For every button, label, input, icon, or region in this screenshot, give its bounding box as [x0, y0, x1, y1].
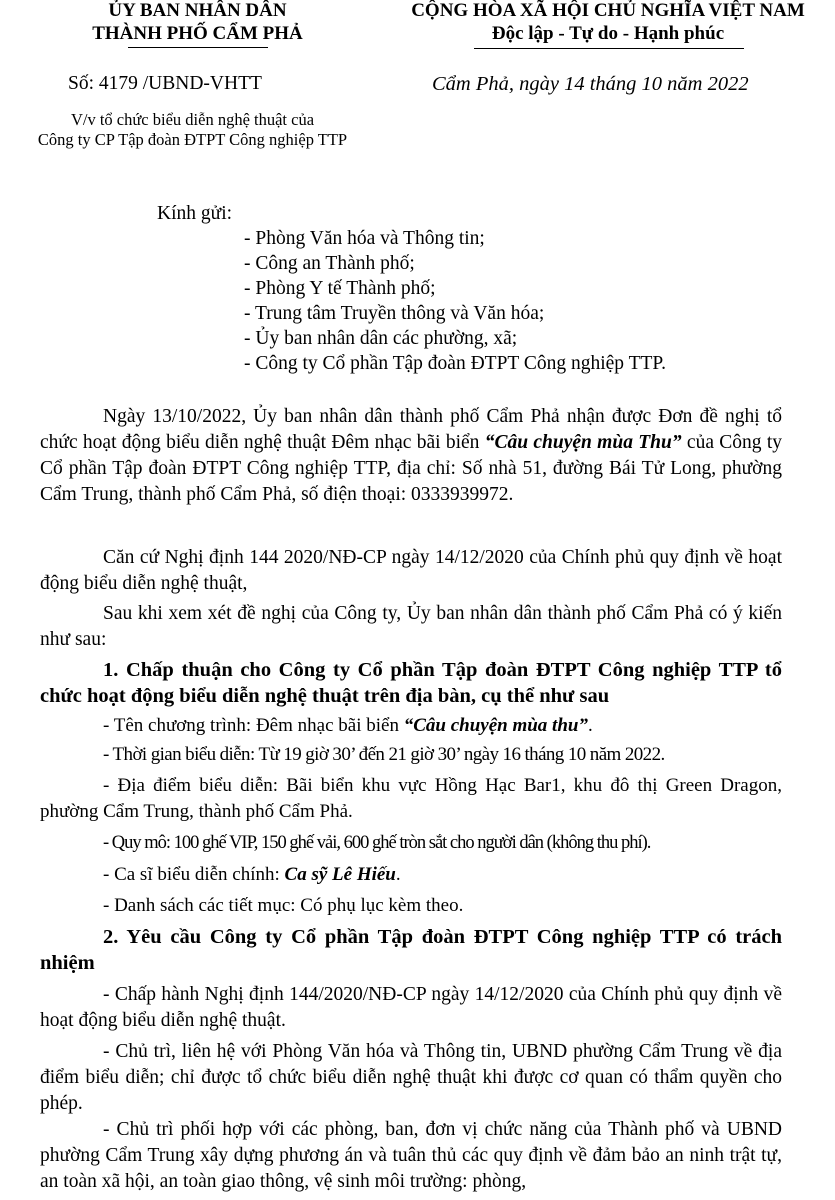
singer-name: Ca sỹ Lê Hiếu — [284, 864, 396, 885]
program-title: “Câu chuyện mùa thu” — [403, 715, 588, 736]
performance-time-item: - Thời gian biểu diễn: Từ 19 giờ 30’ đến 21 giờ 30’ ngày 16 tháng 10 năm 2022. — [103, 744, 665, 765]
intro-text: Ngày 13/10/2022, Ủy ban nhân dân thành phố Cẩm Phả nhận được Đơn đề nghị tổ chức hoạt động biểu diễn nghệ thuật Đêm nhạc bãi biển — [40, 406, 782, 453]
program-period: . — [587, 715, 593, 736]
performance-location-item: - Địa điểm biểu diễn: Bãi biển khu vực Hồng Hạc Bar1, khu đô thị Green Dragon, phường Cẩm Trung, thành phố Cẩm Phả. — [40, 775, 782, 822]
agency-underline — [128, 47, 268, 48]
motto-underline — [474, 48, 744, 49]
section-2-heading: 2. Yêu cầu Công ty Cổ phần Tập đoàn ĐTPT Công nghiệp TTP có trách nhiệm — [40, 926, 782, 974]
recipient-item: - Phòng Y tế Thành phố; — [244, 278, 436, 299]
program-name-item — [40, 713, 782, 739]
national-motto: Độc lập - Tự do - Hạnh phúc — [491, 23, 725, 44]
program-list-item: - Danh sách các tiết mục: Có phụ lục kèm theo. — [103, 895, 464, 916]
legal-basis-paragraph: Căn cứ Nghị định 144 2020/NĐ-CP ngày 14/12/2020 của Chính phủ quy định về hoạt động biểu diễn nghệ thuật, — [40, 547, 782, 594]
requirement-item: - Chủ trì phối hợp với các phòng, ban, đơn vị chức năng của Thành phố và UBND phường Cẩm Trung xây dựng phương án và tuân thủ các quy định về đảm bảo an ninh trật tự, an toàn xã hội, an toàn giao thông, vệ sinh môi trường: phòng, — [40, 1119, 782, 1192]
subject-line1: V/v tổ chức biểu diễn nghệ thuật của — [70, 110, 315, 129]
recipients-label: Kính gửi: — [157, 203, 233, 224]
singer-label: - Ca sĩ biểu diễn chính: — [103, 864, 285, 885]
intro-text-cont: của Công ty Cổ phần Tập đoàn ĐTPT Công nghiệp TTP, địa chỉ: Số nhà 51, đường Bái Tử Long, phường Cẩm Trung, thành phố Cẩm Phả, số điện thoại: 0333939972. — [40, 432, 783, 505]
opinion-paragraph: Sau khi xem xét đề nghị của Công ty, Ủy ban nhân dân thành phố Cẩm Phả có ý kiến như sau: — [40, 603, 782, 650]
section-1-heading: 1. Chấp thuận cho Công ty Cổ phần Tập đoàn ĐTPT Công nghiệp TTP tổ chức hoạt động biểu diễn nghệ thuật trên địa bàn, cụ thể như sau — [40, 659, 782, 707]
intro-paragraph — [40, 404, 782, 508]
recipient-item: - Trung tâm Truyền thông và Văn hóa; — [244, 303, 545, 324]
requirement-item: - Chủ trì, liên hệ với Phòng Văn hóa và Thông tin, UBND phường Cẩm Trung về địa điểm biểu diễn; chỉ được tổ chức biểu diễn nghệ thuật khi được cơ quan có thẩm quyền cho phép. — [40, 1041, 782, 1114]
scale-item: - Quy mô: 100 ghế VIP, 150 ghế vải, 600 ghế tròn sắt cho người dân (không thu phí). — [103, 833, 651, 853]
program-label: - Tên chương trình: Đêm nhạc bãi biển — [103, 715, 404, 736]
event-title: “Câu chuyện mùa Thu” — [484, 432, 682, 453]
agency-name-line2: THÀNH PHỐ CẨM PHẢ — [92, 23, 303, 44]
recipient-item: - Ủy ban nhân dân các phường, xã; — [244, 328, 518, 349]
requirement-item: - Chấp hành Nghị định 144/2020/NĐ-CP ngày 14/12/2020 của Chính phủ quy định về hoạt động biểu diễn nghệ thuật. — [40, 984, 782, 1031]
recipient-item: - Phòng Văn hóa và Thông tin; — [244, 228, 485, 249]
document-number: Số: 4179 /UBND-VHTT — [68, 73, 262, 94]
recipient-item: - Công ty Cổ phần Tập đoàn ĐTPT Công nghiệp TTP. — [244, 353, 666, 374]
place-and-date: Cẩm Phả, ngày 14 tháng 10 năm 2022 — [432, 73, 749, 95]
main-singer-item — [40, 862, 782, 888]
agency-name-line1: ỦY BAN NHÂN DÂN — [108, 0, 287, 21]
subject-line2: Công ty CP Tập đoàn ĐTPT Công nghiệp TTP — [37, 130, 348, 149]
national-title: CỘNG HÒA XÃ HỘI CHỦ NGHĨA VIỆT NAM — [411, 0, 805, 21]
singer-period: . — [395, 864, 401, 885]
recipient-item: - Công an Thành phố; — [244, 253, 415, 274]
